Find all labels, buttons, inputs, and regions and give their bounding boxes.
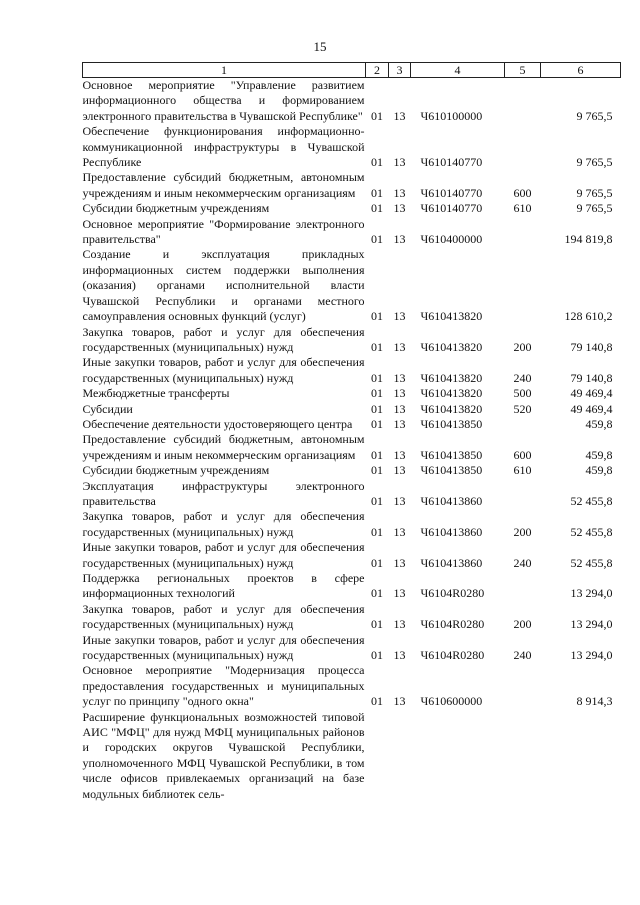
budget-table-container [82,62,620,802]
row-expense-type: 600 [513,447,532,462]
table-row [83,602,621,633]
row-subsection-code: 13 [393,586,406,601]
row-description: Иные закупки товаров, работ и услуг для обеспечения государственных (муниципальных) нужд [82,540,365,570]
row-subsection-code: 13 [393,370,406,385]
row-description: Обеспечение функционирования информационно-коммуникационной инфраструктуры в Чувашской Республике [82,124,365,170]
table-row [83,170,621,201]
row-expense-type: 610 [513,201,532,216]
row-subsection-code: 13 [393,463,406,478]
row-subsection-code: 13 [393,617,406,632]
row-subsection-code: 13 [393,155,406,170]
row-subsection-code: 13 [393,339,406,354]
row-amount: 459,8 [585,447,613,462]
row-description: Обеспечение деятельности удостоверяющего центра [82,416,353,431]
row-amount: 79 140,8 [570,370,613,385]
row-subsection-code: 13 [393,493,406,508]
row-subsection-code: 13 [393,524,406,539]
row-description: Эксплуатация инфраструктуры электронного правительства [82,478,365,508]
table-row [83,355,621,386]
row-section-code: 01 [371,185,383,200]
row-target-article: Ч610100000 [420,108,483,123]
row-subsection-code: 13 [393,309,406,324]
row-amount: 128 610,2 [564,309,613,324]
row-section-code: 01 [371,401,383,416]
row-target-article: Ч610413820 [420,309,483,324]
row-subsection-code: 13 [393,416,406,431]
table-row [83,386,621,401]
row-amount: 49 469,4 [570,386,613,401]
row-amount: 52 455,8 [570,524,613,539]
row-target-article: Ч610413850 [420,463,483,478]
row-target-article: Ч610413860 [420,524,483,539]
row-target-article: Ч610413850 [420,416,483,431]
table-row [83,417,621,432]
row-amount: 52 455,8 [570,555,613,570]
table-header-row [83,63,621,78]
row-expense-type: 520 [513,401,532,416]
header-col-4: 4 [411,63,505,78]
row-target-article: Ч610140770 [420,155,483,170]
row-subsection-code: 13 [393,555,406,570]
row-expense-type: 200 [513,339,532,354]
row-amount [541,710,621,802]
row-target-article: Ч610413860 [420,555,483,570]
row-section-code: 01 [371,586,383,601]
row-amount: 9 765,5 [576,201,613,216]
row-description: Предоставление субсидий бюджетным, автономным учреждениям и иным некоммерческим организациям [82,432,365,462]
table-row [83,571,621,602]
row-target-article: Ч610600000 [420,694,483,709]
row-amount: 8 914,3 [576,694,613,709]
row-expense-type [505,247,541,324]
table-row [83,217,621,248]
row-description: Расширение функциональных возможностей типовой АИС "МФЦ" для нужд МФЦ муниципальных районов и городских округов Чувашской Республики, уполномоченного МФЦ Чувашской Республики, в том числе офисов привлекаемых организаций на базе модульных библиотек сель- [82,709,365,801]
row-target-article: Ч610413820 [420,339,483,354]
row-target-article: Ч6104R0280 [420,586,485,601]
header-col-2: 2 [366,63,389,78]
header-col-6: 6 [541,63,621,78]
row-description: Иные закупки товаров, работ и услуг для обеспечения государственных (муниципальных) нужд [82,355,365,385]
row-expense-type: 240 [513,555,532,570]
row-description: Основное мероприятие "Формирование электронного правительства" [82,216,365,247]
row-target-article: Ч610140770 [420,201,483,216]
row-expense-type: 200 [513,617,532,632]
row-section-code: 01 [371,555,383,570]
row-expense-type [505,417,541,432]
row-subsection-code: 13 [393,108,406,123]
row-amount: 459,8 [585,416,613,431]
row-amount: 459,8 [585,463,613,478]
header-col-3: 3 [389,63,411,78]
row-description: Предоставление субсидий бюджетным, автономным учреждениям и иным некоммерческим организациям [82,170,365,200]
table-row [83,479,621,510]
table-body [83,78,621,803]
row-expense-type [505,217,541,248]
row-section-code: 01 [371,617,383,632]
row-target-article: Ч610140770 [420,185,483,200]
row-description: Субсидии бюджетным учреждениям [82,463,270,478]
table-row [83,78,621,125]
row-description: Субсидии бюджетным учреждениям [82,201,270,216]
table-row [83,663,621,709]
row-amount: 79 140,8 [570,339,613,354]
row-expense-type [505,124,541,170]
row-description: Субсидии [82,401,133,416]
page-number: 15 [313,39,327,54]
table-row [83,247,621,324]
table-row [83,124,621,170]
row-subsection-code [389,710,411,802]
row-expense-type: 200 [513,524,532,539]
row-subsection-code: 13 [393,447,406,462]
row-section-code: 01 [371,232,383,247]
budget-table [82,62,621,802]
row-amount: 13 294,0 [570,617,613,632]
row-target-article: Ч610413820 [420,401,483,416]
row-section-code: 01 [371,201,383,216]
row-subsection-code: 13 [393,232,406,247]
table-row [83,463,621,478]
row-section-code: 01 [371,108,383,123]
row-expense-type [505,663,541,709]
row-section-code: 01 [371,493,383,508]
row-target-article: Ч610413820 [420,386,483,401]
row-expense-type [505,479,541,510]
row-section-code: 01 [371,339,383,354]
row-expense-type [505,78,541,125]
header-col-5: 5 [505,63,541,78]
row-expense-type [505,571,541,602]
row-description: Создание и эксплуатация прикладных информационных систем поддержки выполнения (оказания) органами исполнительной власти Чувашской Республики и органами местного самоуправления основных функций (услуг) [82,247,365,324]
row-description: Основное мероприятие "Управление развитием информационного общества и формированием электронного правительства в Чувашской Республике" [82,78,365,123]
row-expense-type: 240 [513,370,532,385]
table-row [83,432,621,463]
row-section-code: 01 [371,370,383,385]
row-subsection-code: 13 [393,694,406,709]
row-description: Основное мероприятие "Модернизация процесса предоставления государственных и муниципальных услуг по принципу "одного окна" [82,663,365,709]
row-section-code: 01 [371,155,383,170]
row-subsection-code: 13 [393,401,406,416]
table-row [83,201,621,216]
row-description: Закупка товаров, работ и услуг для обеспечения государственных (муниципальных) нужд [82,324,365,354]
row-amount: 194 819,8 [564,232,613,247]
row-amount: 49 469,4 [570,401,613,416]
table-row [83,509,621,540]
row-subsection-code: 13 [393,386,406,401]
row-target-article: Ч610400000 [420,232,483,247]
row-description: Поддержка региональных проектов в сфере информационных технологий [82,571,365,601]
row-target-article: Ч610413860 [420,493,483,508]
row-expense-type: 610 [513,463,532,478]
row-target-article: Ч6104R0280 [420,617,485,632]
table-row [83,710,621,802]
row-amount: 13 294,0 [570,648,613,663]
row-expense-type: 600 [513,185,532,200]
row-description: Закупка товаров, работ и услуг для обеспечения государственных (муниципальных) нужд [82,601,365,632]
row-subsection-code: 13 [393,648,406,663]
row-section-code: 01 [371,386,383,401]
row-section-code: 01 [371,694,383,709]
row-expense-type [505,710,541,802]
row-amount: 9 765,5 [576,155,613,170]
table-row [83,325,621,356]
row-section-code [366,710,389,802]
row-target-article [411,710,505,802]
row-section-code: 01 [371,416,383,431]
header-col-1: 1 [83,63,366,78]
table-row [83,540,621,571]
row-amount: 9 765,5 [576,108,613,123]
table-row [83,633,621,664]
row-section-code: 01 [371,524,383,539]
row-expense-type: 240 [513,648,532,663]
row-section-code: 01 [371,309,383,324]
row-amount: 9 765,5 [576,185,613,200]
row-section-code: 01 [371,648,383,663]
row-section-code: 01 [371,447,383,462]
row-subsection-code: 13 [393,201,406,216]
row-expense-type: 500 [513,386,532,401]
row-target-article: Ч610413850 [420,447,483,462]
row-description: Иные закупки товаров, работ и услуг для обеспечения государственных (муниципальных) нужд [82,632,365,663]
row-description: Межбюджетные трансферты [82,386,230,401]
row-amount: 13 294,0 [570,586,613,601]
table-row [83,402,621,417]
row-description: Закупка товаров, работ и услуг для обеспечения государственных (муниципальных) нужд [82,509,365,539]
row-target-article: Ч6104R0280 [420,648,485,663]
row-amount: 52 455,8 [570,493,613,508]
row-target-article: Ч610413820 [420,370,483,385]
row-subsection-code: 13 [393,185,406,200]
row-section-code: 01 [371,463,383,478]
